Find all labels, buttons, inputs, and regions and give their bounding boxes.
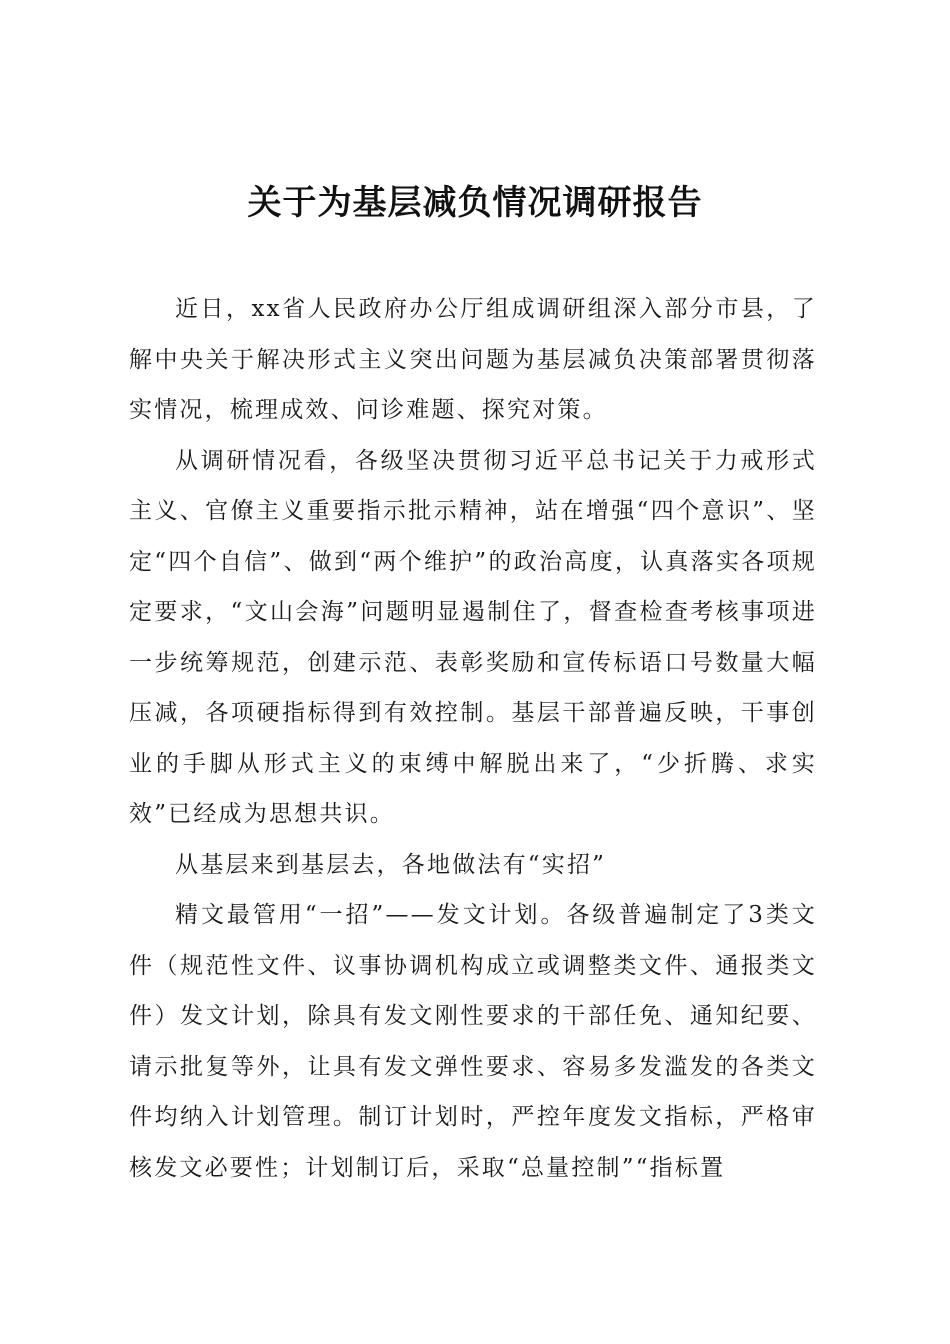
- document-title: 关于为基层减负情况调研报告: [247, 183, 703, 223]
- paragraph-overview: 从调研情况看，各级坚决贯彻习近平总书记关于力戒形式主义、官僚主义重要指示批示精神，站在增强“四个意识”、坚定“四个自信”、做到“两个维护”的政治高度，认真落实各项规定要求，“文山会海”问题明显遏制住了，督查检查考核事项进一步统筹规范，创建示范、表彰奖励和宣传标语口号数量大幅压减，各项硬指标得到有效控制。基层干部普遍反映，干事创业的手脚从形式主义的束缚中解脱出来了，“少折腾、求实效”已经成为思想共识。: [129, 447, 817, 827]
- section-heading: 从基层来到基层去，各地做法有“实招”: [175, 851, 607, 878]
- document-body: [129, 284, 817, 1193]
- paragraph-intro: 近日，xx省人民政府办公厅组成调研组深入部分市县，了解中央关于解决形式主义突出问题为基层减负决策部署贯彻落实情况，梳理成效、问诊难题、探究对策。: [129, 296, 817, 423]
- paragraph-document-plan: 精文最管用“一招”——发文计划。各级普遍制定了3类文件（规范性文件、议事协调机构成立或调整类文件、通报类文件）发文计划，除具有发文刚性要求的干部任免、通知纪要、请示批复等外，让具有发文弹性要求、容易多发滥发的各类文件均纳入计划管理。制订计划时，严控年度发文指标，严格审核发文必要性；计划制订后，采取“总量控制”“指标置: [129, 902, 817, 1181]
